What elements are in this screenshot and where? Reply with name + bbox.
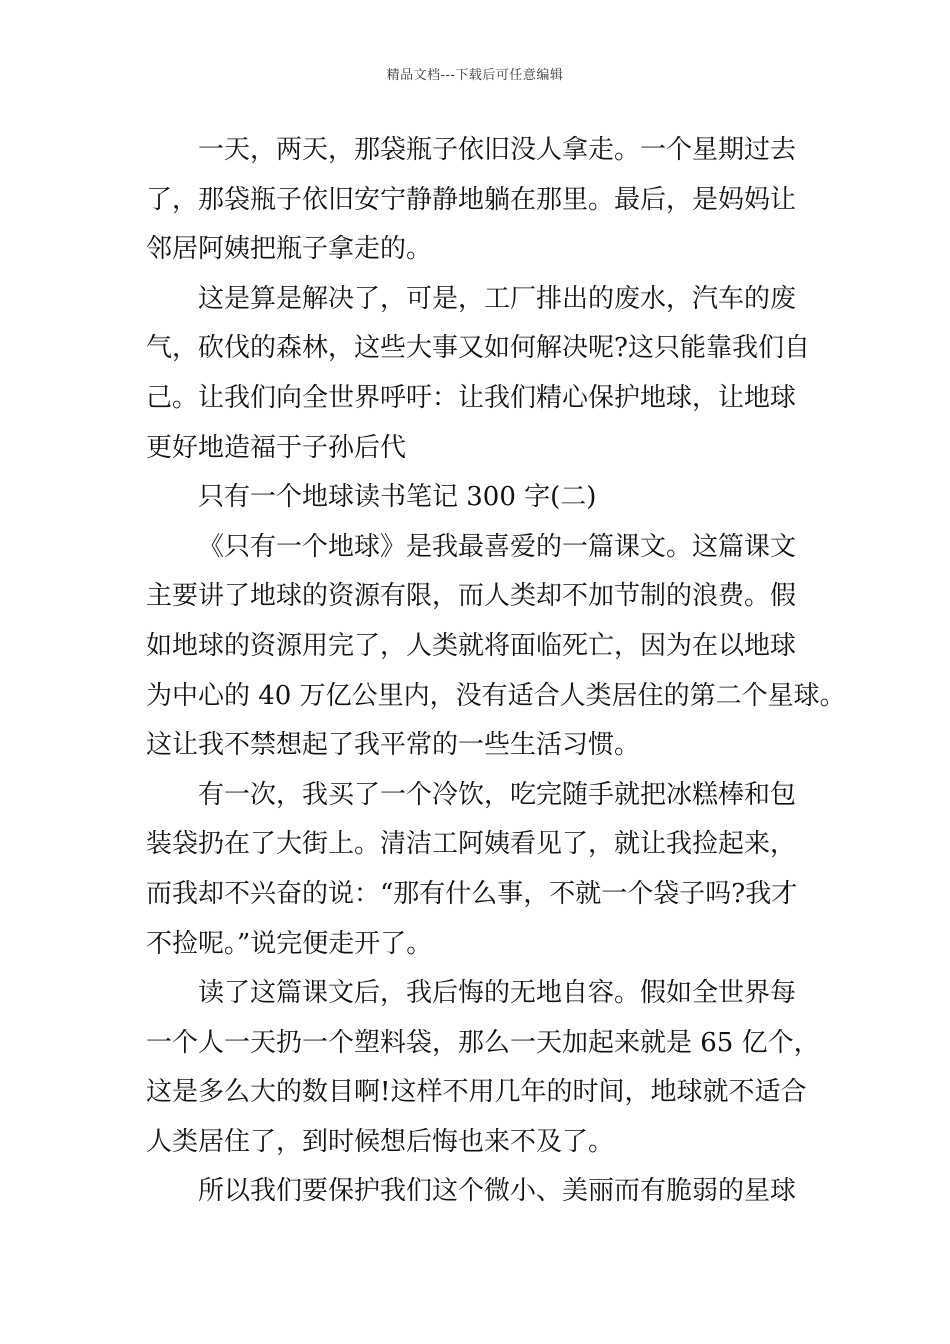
text-line: 己。让我们向全世界呼吁：让我们精心保护地球，让地球 (146, 382, 797, 413)
text-line: 《只有一个地球》是我最喜爱的一篇课文。这篇课文 (198, 531, 797, 562)
text-line: 了，那袋瓶子依旧安宁静静地躺在那里。最后，是妈妈让 (146, 184, 797, 215)
text-line: 如地球的资源用完了，人类就将面临死亡，因为在以地球 (146, 630, 797, 661)
text-line: 这是算是解决了，可是，工厂排出的废水，汽车的废 (198, 283, 797, 314)
text-line: 不捡呢。”说完便走开了。 (146, 928, 433, 959)
page-header: 精品文档---下载后可任意编辑 (386, 68, 564, 83)
text-line: 所以我们要保护我们这个微小、美丽而有脆弱的星球 (198, 1176, 797, 1207)
text-line: 更好地造福于子孙后代 (146, 432, 407, 463)
text-line: 这是多么大的数目啊!这样不用几年的时间，地球就不适合 (146, 1077, 807, 1108)
text-line: 为中心的 40 万亿公里内，没有适合人类居住的第二个星球。 (146, 680, 846, 711)
text-line: 一个人一天扔一个塑料袋，那么一天加起来就是 65 亿个， (146, 1027, 820, 1058)
text-line: 主要讲了地球的资源有限，而人类却不加节制的浪费。假 (146, 581, 797, 612)
text-line: 而我却不兴奋的说：“那有什么事，不就一个袋子吗?我才 (146, 878, 798, 909)
text-line: 这让我不禁想起了我平常的一些生活习惯。 (146, 730, 641, 761)
text-line: 装袋扔在了大街上。清洁工阿姨看见了，就让我捡起来， (146, 829, 797, 860)
text-line: 读了这篇课文后，我后悔的无地自容。假如全世界每 (198, 978, 797, 1009)
text-line: 人类居住了，到时候想后悔也来不及了。 (146, 1126, 615, 1157)
text-line: 气，砍伐的森林，这些大事又如何解决呢?这只能靠我们自 (146, 333, 810, 364)
text-line: 只有一个地球读书笔记 300 字(二) (198, 482, 597, 513)
text-line: 邻居阿姨把瓶子拿走的。 (146, 234, 433, 265)
text-line: 一天，两天，那袋瓶子依旧没人拿走。一个星期过去 (198, 135, 797, 165)
text-line: 有一次，我买了一个冷饮，吃完随手就把冰糕棒和包 (198, 779, 797, 810)
document-body (146, 126, 846, 1217)
